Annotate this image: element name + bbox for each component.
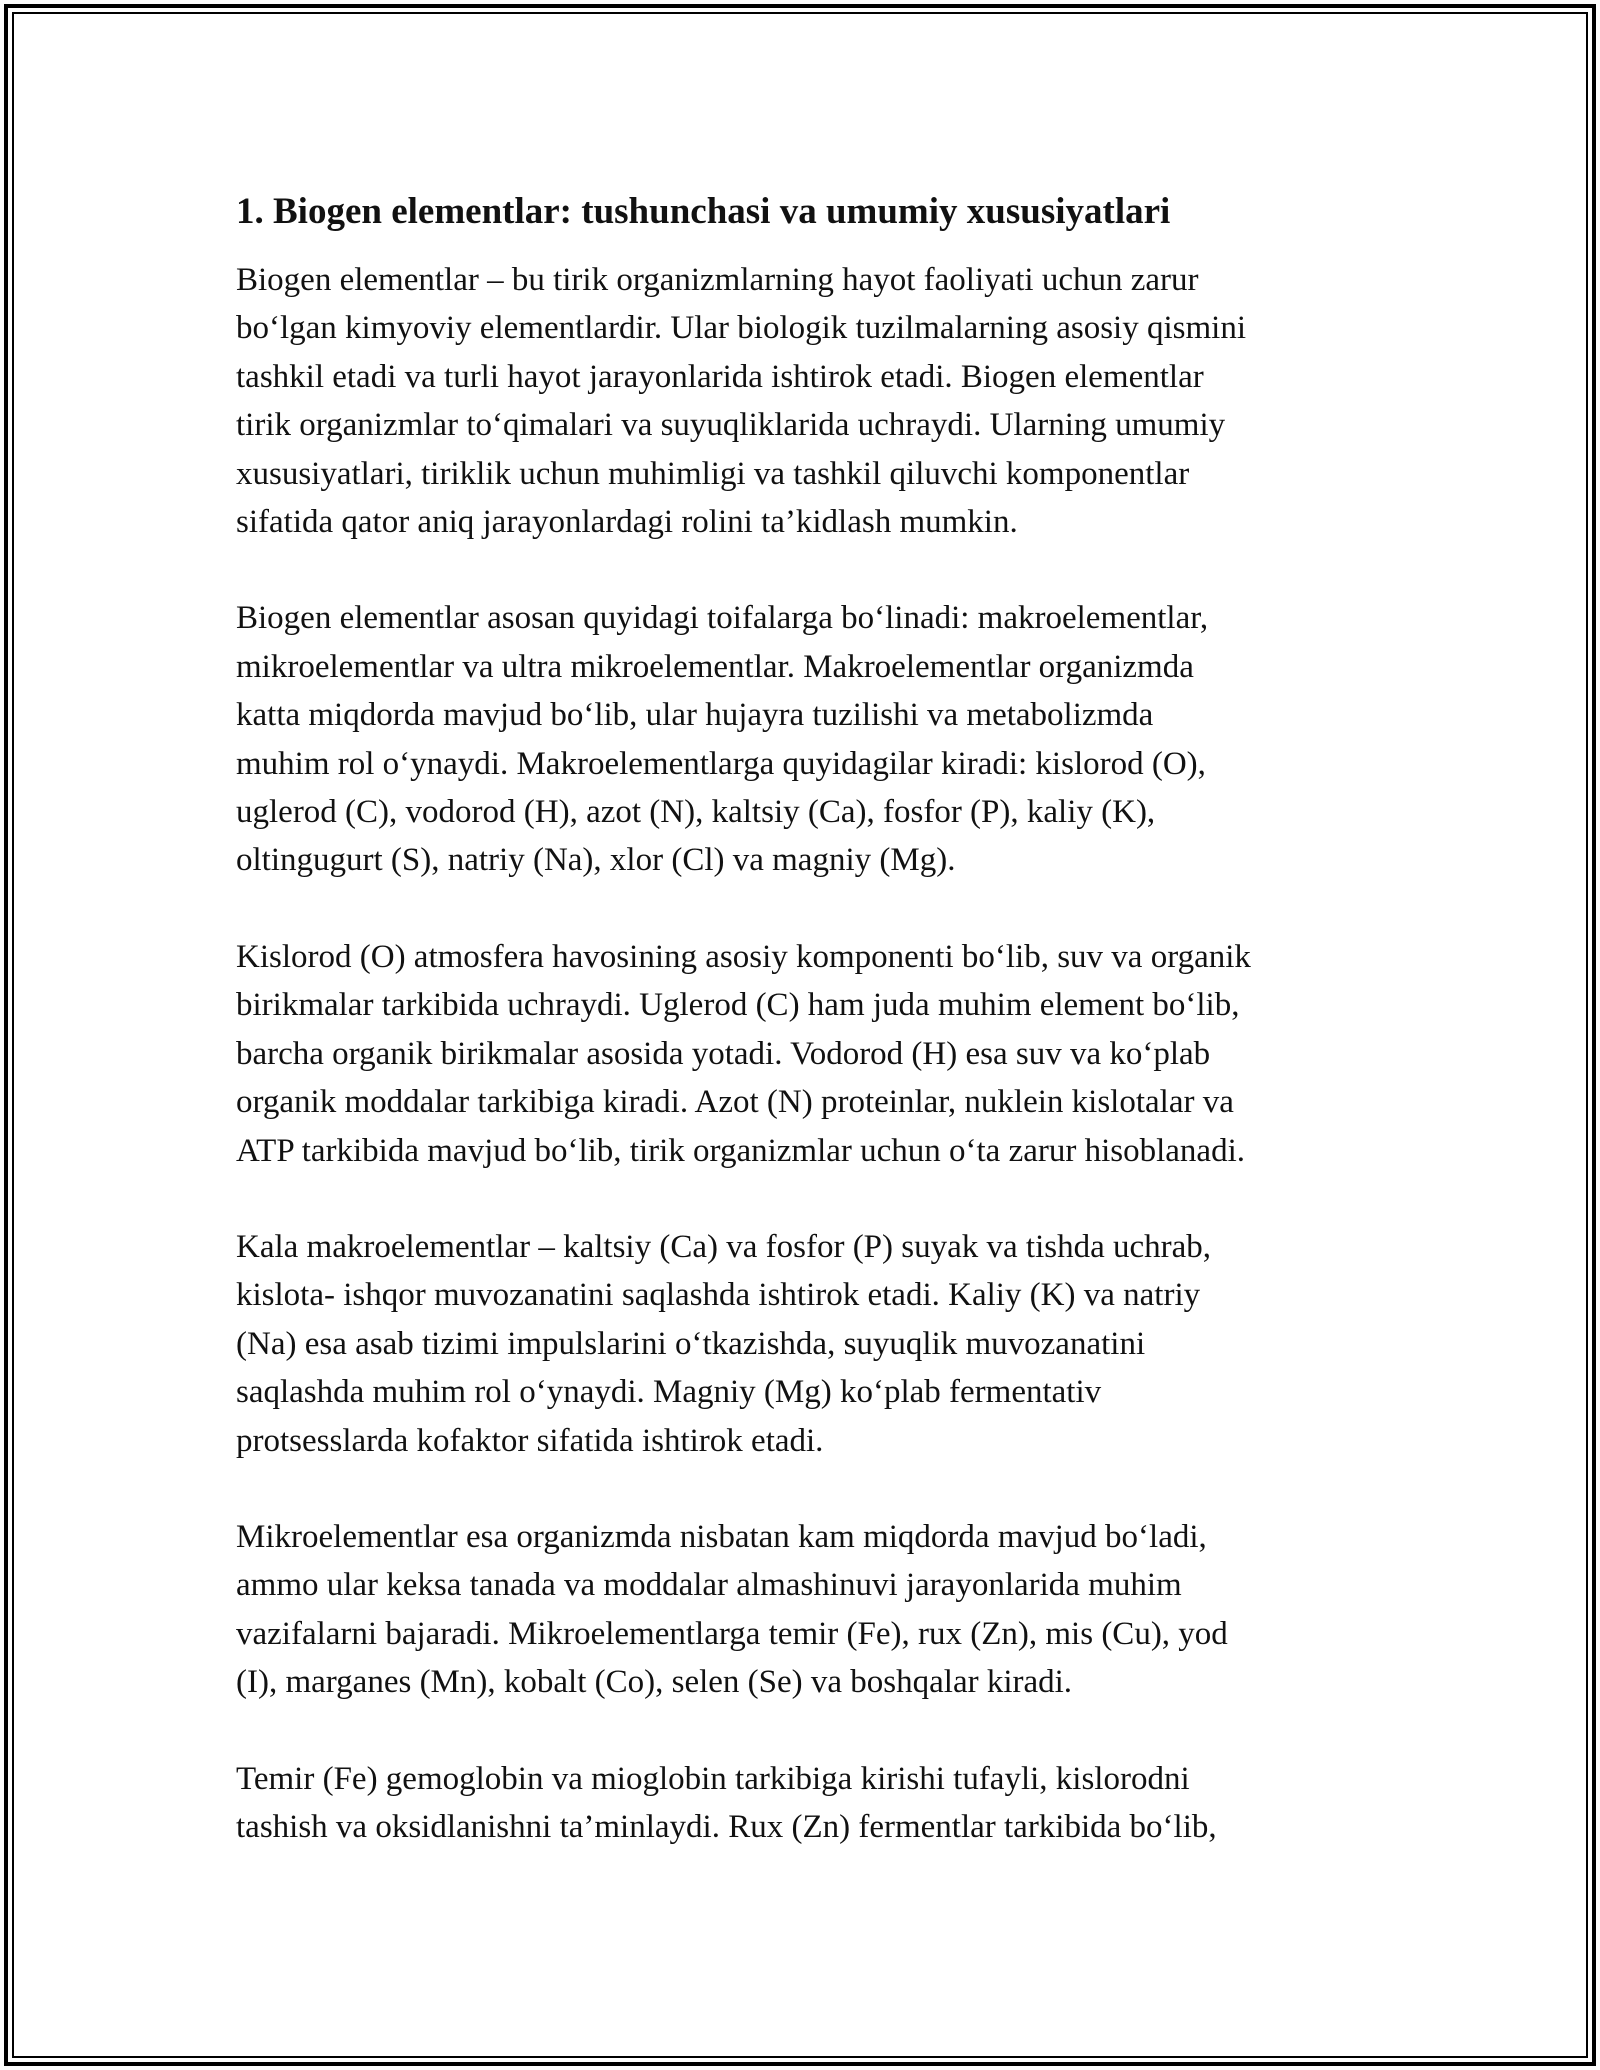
paragraph-3 <box>236 933 1366 1175</box>
paragraph-line: Kislorod (O) atmosfera havosining asosiy komponenti bo‘lib, suv va organik <box>236 938 1251 975</box>
document-body <box>236 186 1366 1899</box>
paragraph-6 <box>236 1755 1366 1852</box>
paragraph-line: xususiyatlari, tiriklik uchun muhimligi va tashkil qiluvchi komponentlar <box>236 455 1190 492</box>
paragraph-line: ammo ular keksa tanada va moddalar almashinuvi jarayonlarida muhim <box>236 1567 1182 1604</box>
paragraph-line: oltingugurt (S), natriy (Na), xlor (Cl) va magniy (Mg). <box>236 842 956 879</box>
paragraph-line: (I), marganes (Mn), kobalt (Co), selen (Se) va boshqalar kiradi. <box>236 1664 1073 1701</box>
paragraph-line: Kala makroelementlar – kaltsiy (Ca) va fosfor (P) suyak va tishda uchrab, <box>236 1228 1212 1265</box>
paragraph-line: vazifalarni bajaradi. Mikroelementlarga temir (Fe), rux (Zn), mis (Cu), yod <box>236 1615 1228 1652</box>
paragraph-line: birikmalar tarkibida uchraydi. Uglerod (C) ham juda muhim element bo‘lib, <box>236 987 1240 1024</box>
paragraph-line: (Na) esa asab tizimi impulslarini o‘tkazishda, suyuqlik muvozanatini <box>236 1325 1146 1362</box>
paragraph-line: ATP tarkibida mavjud bo‘lib, tirik organizmlar uchun o‘ta zarur hisoblanadi. <box>236 1132 1245 1169</box>
paragraph-line: Biogen elementlar asosan quyidagi toifalarga bo‘linadi: makroelementlar, <box>236 600 1209 637</box>
section-heading: 1. Biogen elementlar: tushunchasi va umumiy xususiyatlari <box>236 191 1171 232</box>
paragraph-line: uglerod (C), vodorod (H), azot (N), kaltsiy (Ca), fosfor (P), kaliy (K), <box>236 794 1156 831</box>
paragraph-line: organik moddalar tarkibiga kiradi. Azot (N) proteinlar, nuklein kislotalar va <box>236 1084 1234 1121</box>
paragraph-line: muhim rol o‘ynaydi. Makroelementlarga quyidagilar kiradi: kislorod (O), <box>236 745 1206 782</box>
paragraph-line: sifatida qator aniq jarayonlardagi rolini ta’kidlash mumkin. <box>236 504 1018 541</box>
paragraph-4 <box>236 1223 1366 1465</box>
paragraph-line: kislota- ishqor muvozanatini saqlashda ishtirok etadi. Kaliy (K) va natriy <box>236 1277 1201 1314</box>
paragraph-line: barcha organik birikmalar asosida yotadi. Vodorod (H) esa suv va ko‘plab <box>236 1035 1211 1072</box>
paragraph-line: tirik organizmlar to‘qimalari va suyuqliklarida uchraydi. Ularning umumiy <box>236 407 1226 444</box>
paragraph-line: katta miqdorda mavjud bo‘lib, ular hujayra tuzilishi va metabolizmda <box>236 697 1154 734</box>
paragraph-line: bo‘lgan kimyoviy elementlardir. Ular biologik tuzilmalarning asosiy qismini <box>236 310 1246 347</box>
paragraph-line: tashkil etadi va turli hayot jarayonlarida ishtirok etadi. Biogen elementlar <box>236 358 1204 395</box>
paragraph-line: Biogen elementlar – bu tirik organizmlarning hayot faoliyati uchun zarur <box>236 262 1199 298</box>
paragraph-1 <box>236 256 1366 546</box>
paragraph-2 <box>236 594 1366 884</box>
paragraph-line: tashish va oksidlanishni ta’minlaydi. Rux (Zn) fermentlar tarkibida bo‘lib, <box>236 1808 1217 1845</box>
paragraph-line: protsesslarda kofaktor sifatida ishtirok etadi. <box>236 1422 824 1459</box>
paragraph-line: saqlashda muhim rol o‘ynaydi. Magniy (Mg) ko‘plab fermentativ <box>236 1374 1102 1411</box>
paragraph-line: Mikroelementlar esa organizmda nisbatan kam miqdorda mavjud bo‘ladi, <box>236 1518 1207 1555</box>
paragraph-line: Temir (Fe) gemoglobin va mioglobin tarkibiga kirishi tufayli, kislorodni <box>236 1760 1190 1797</box>
paragraph-5 <box>236 1513 1366 1707</box>
paragraph-line: mikroelementlar va ultra mikroelementlar. Makroelementlar organizmda <box>236 648 1194 685</box>
